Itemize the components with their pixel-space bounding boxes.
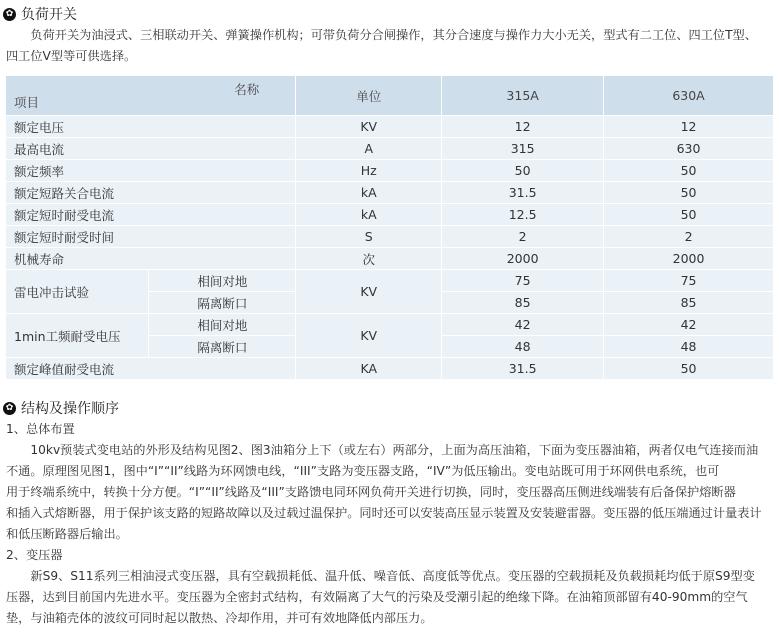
table-row xyxy=(6,204,774,226)
header-unit: 单位 xyxy=(296,76,442,116)
row-unit: KV xyxy=(296,116,442,138)
row-value-315a: 31.5 xyxy=(442,182,604,204)
row-unit: KA xyxy=(296,358,442,380)
row-value-630a: 50 xyxy=(604,204,774,226)
intro-line: 负荷开关为油浸式、三相联动开关、弹簧操作机构；可带负荷分合闸操作，其分合速度与操作力大小无关，型式有二工位、四工位T型、 xyxy=(30,28,757,42)
table-row xyxy=(6,160,774,182)
row-unit: KV xyxy=(296,270,442,314)
row-value-315a: 75 xyxy=(442,270,604,292)
body-line: 和低压断路器后输出。 xyxy=(6,527,128,541)
structure-body xyxy=(6,419,778,629)
table-row xyxy=(6,314,774,336)
header-name-item xyxy=(6,76,296,116)
row-unit: KV xyxy=(296,314,442,358)
row-value-630a: 50 xyxy=(604,160,774,182)
section-title: 负荷开关 xyxy=(21,7,77,23)
row-value-315a: 50 xyxy=(442,160,604,182)
row-name: 额定短时耐受时间 xyxy=(6,226,296,248)
body-line: 10kv预装式变电站的外形及结构见图2、图3油箱分上下（或左右）两部分，上面为高压油箱，下面为变压器油箱，两者仅电气连接而油 xyxy=(30,443,759,457)
table-row xyxy=(6,138,774,160)
row-subname: 相间对地 xyxy=(149,314,296,336)
row-unit: kA xyxy=(296,204,442,226)
row-name: 额定频率 xyxy=(6,160,296,182)
section-负荷开关 xyxy=(3,4,77,24)
row-name: 额定短时耐受电流 xyxy=(6,204,296,226)
body-line: 不通。原理图见图1，图中“I”“II”线路为环网馈电线，“III”支路为变压器支路，“IV”为低压输出。变电站既可用于环网供电系统，也可 xyxy=(6,464,720,478)
subsection-title: 2、变压器 xyxy=(6,548,63,562)
row-value-315a: 42 xyxy=(442,314,604,336)
gear-icon: ✿ xyxy=(3,8,16,21)
row-subname: 隔离断口 xyxy=(149,292,296,314)
subsection-title: 1、总体布置 xyxy=(6,422,75,436)
row-value-630a: 75 xyxy=(604,270,774,292)
gear-icon: ✿ xyxy=(3,402,16,415)
row-unit: kA xyxy=(296,182,442,204)
row-value-630a: 50 xyxy=(604,182,774,204)
header-315a: 315A xyxy=(442,76,604,116)
table-row xyxy=(6,226,774,248)
table-row xyxy=(6,358,774,380)
row-value-630a: 42 xyxy=(604,314,774,336)
header-name: 名称 xyxy=(234,82,260,97)
row-name: 1min工频耐受电压 xyxy=(6,314,149,358)
row-name: 额定电压 xyxy=(6,116,296,138)
body-line: 新S9、S11系列三相油浸式变压器，具有空载损耗低、温升低、噪音低、高度低等优点。变压器的空载损耗及负载损耗均低于原S9型变 xyxy=(30,569,755,583)
body-line: 用于终端系统中，转换十分方便。“I”“II”线路及“III”支路馈电同环网负荷开关进行切换，同时，变压器高压侧进线端装有后备保护熔断器 xyxy=(6,485,736,499)
section-title: 结构及操作顺序 xyxy=(21,401,119,417)
row-value-630a: 85 xyxy=(604,292,774,314)
body-line: 压器，达到目前国内先进水平。变压器为全密封式结构，有效隔离了大气的污染及受潮引起的绝缘下降。在油箱顶部留有40-90mm的空气 xyxy=(6,590,748,604)
row-unit: S xyxy=(296,226,442,248)
spec-table xyxy=(6,76,774,380)
section-结构及操作顺序 xyxy=(3,398,119,418)
row-unit: Hz xyxy=(296,160,442,182)
row-subname: 相间对地 xyxy=(149,270,296,292)
table-row xyxy=(6,116,774,138)
row-name: 额定短路关合电流 xyxy=(6,182,296,204)
section-heading xyxy=(3,398,119,418)
intro-paragraph xyxy=(6,25,778,67)
row-value-315a: 2000 xyxy=(442,248,604,270)
table-row xyxy=(6,270,774,292)
table-row xyxy=(6,248,774,270)
row-value-315a: 85 xyxy=(442,292,604,314)
row-name: 机械寿命 xyxy=(6,248,296,270)
row-value-630a: 2000 xyxy=(604,248,774,270)
row-value-315a: 315 xyxy=(442,138,604,160)
row-name: 雷电冲击试验 xyxy=(6,270,149,314)
row-name: 最高电流 xyxy=(6,138,296,160)
row-value-630a: 630 xyxy=(604,138,774,160)
table-header-row xyxy=(6,76,774,116)
row-value-315a: 31.5 xyxy=(442,358,604,380)
table-row xyxy=(6,182,774,204)
body-line: 垫，与油箱壳体的波纹可同时起以散热、冷却作用，并可有效地降低内部压力。 xyxy=(6,611,433,625)
section-heading xyxy=(3,4,77,24)
row-value-315a: 2 xyxy=(442,226,604,248)
row-value-315a: 48 xyxy=(442,336,604,358)
row-value-630a: 48 xyxy=(604,336,774,358)
intro-line: 四工位V型等可供选择。 xyxy=(6,49,137,63)
body-line: 和插入式熔断器，用于保护该支路的短路故障以及过载过温保护。同时还可以安装高压显示装置及安装避雷器。变压器的低压端通过计量表计 xyxy=(6,506,762,520)
row-unit: A xyxy=(296,138,442,160)
row-subname: 隔离断口 xyxy=(149,336,296,358)
row-value-315a: 12 xyxy=(442,116,604,138)
header-630a: 630A xyxy=(604,76,774,116)
row-value-630a: 12 xyxy=(604,116,774,138)
row-name: 额定峰值耐受电流 xyxy=(6,358,296,380)
row-value-315a: 12.5 xyxy=(442,204,604,226)
row-unit: 次 xyxy=(296,248,442,270)
row-value-630a: 50 xyxy=(604,358,774,380)
header-item: 项目 xyxy=(14,95,40,110)
row-value-630a: 2 xyxy=(604,226,774,248)
